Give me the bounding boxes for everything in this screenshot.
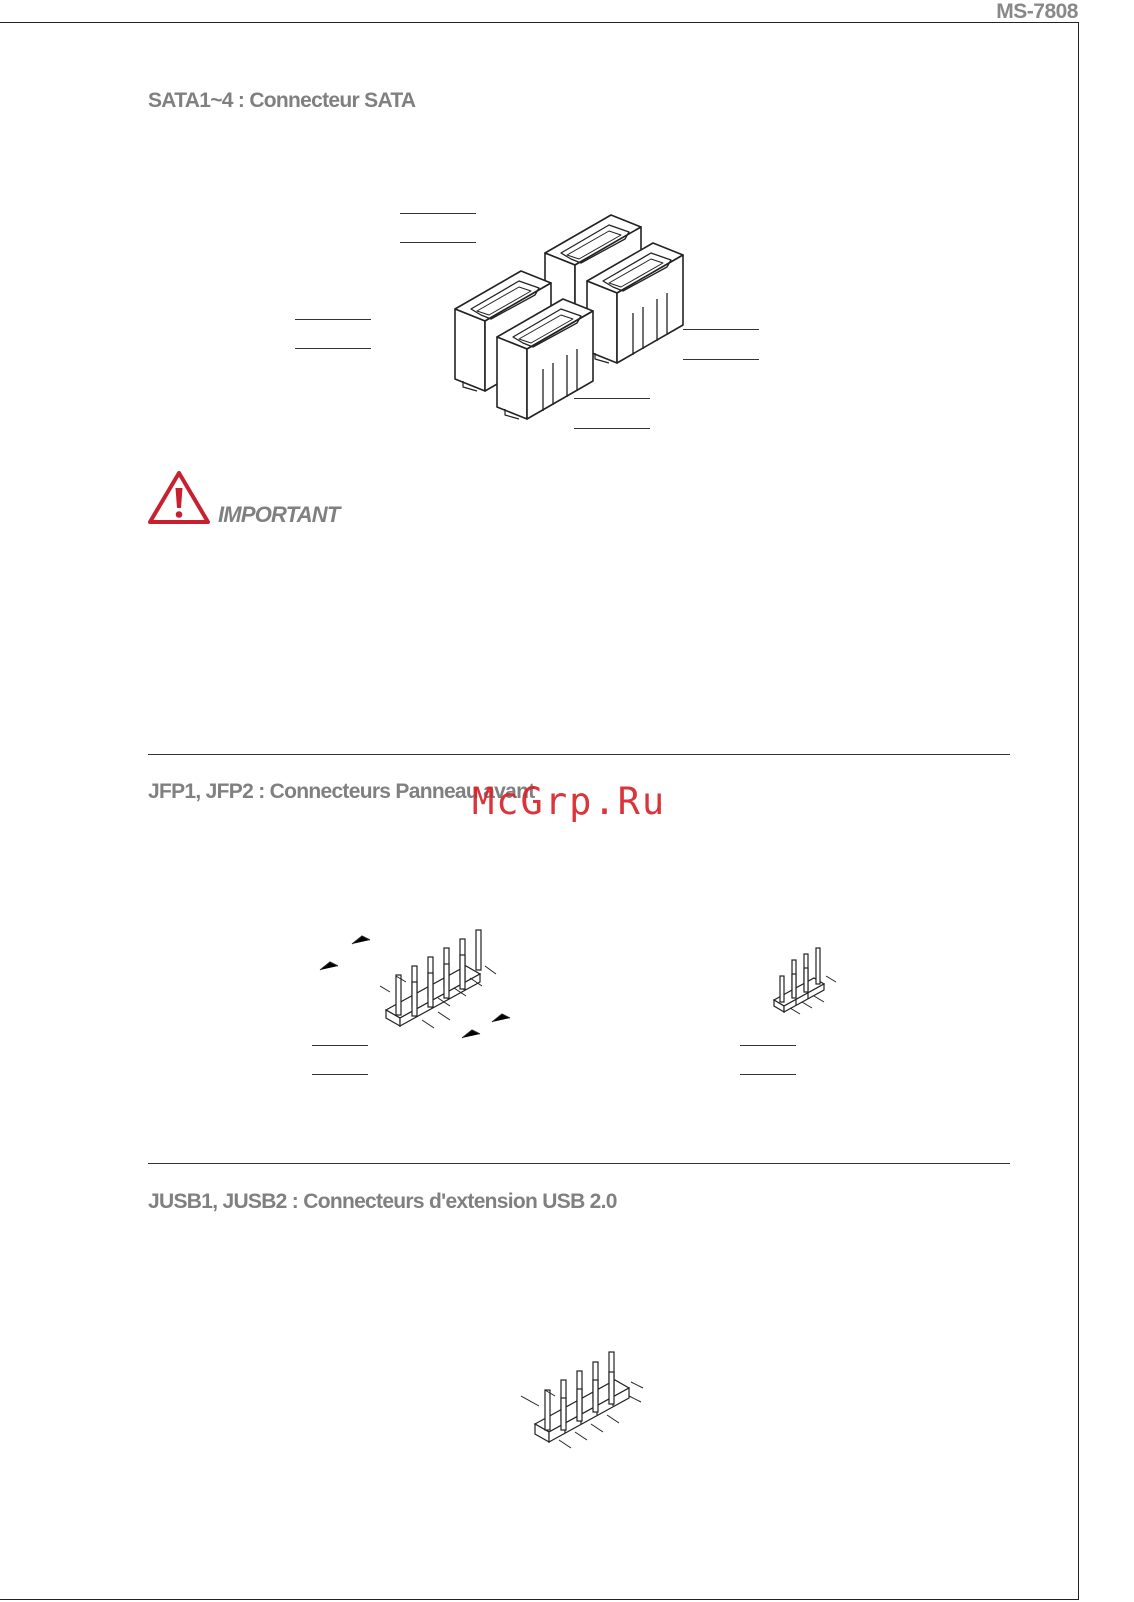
important-label: IMPORTANT [218, 502, 340, 527]
model-number: MS-7808 [996, 0, 1078, 23]
section-divider [148, 1163, 1010, 1164]
frame-top-line [0, 22, 1079, 23]
sata-label-line [400, 213, 476, 214]
section-title-jfp: JFP1, JFP2 : Connecteurs Panneau avant [148, 780, 535, 803]
section-title-jusb: JUSB1, JUSB2 : Connecteurs d'extension USB 2.0 [148, 1190, 617, 1213]
jfp1-pin-header-diagram [320, 930, 540, 1070]
section-title-sata: SATA1~4 : Connecteur SATA [148, 89, 416, 112]
watermark-text: McGrp.Ru [472, 780, 667, 823]
sata-label-line [574, 428, 650, 429]
sata-connectors-diagram [455, 215, 715, 415]
warning-triangle-icon [147, 470, 211, 526]
jfp2-label-line [740, 1045, 796, 1046]
jfp1-label-line [312, 1074, 368, 1075]
section-divider [148, 754, 1010, 755]
sata-label-line [295, 319, 371, 320]
jusb-pin-header-diagram [515, 1352, 655, 1462]
jfp2-pin-header-diagram [770, 948, 860, 1018]
frame-right-line [1078, 22, 1079, 1600]
jfp1-label-line [312, 1045, 368, 1046]
jfp2-label-line [740, 1074, 796, 1075]
frame-bottom-line [0, 1599, 1079, 1600]
sata-label-line [295, 348, 371, 349]
